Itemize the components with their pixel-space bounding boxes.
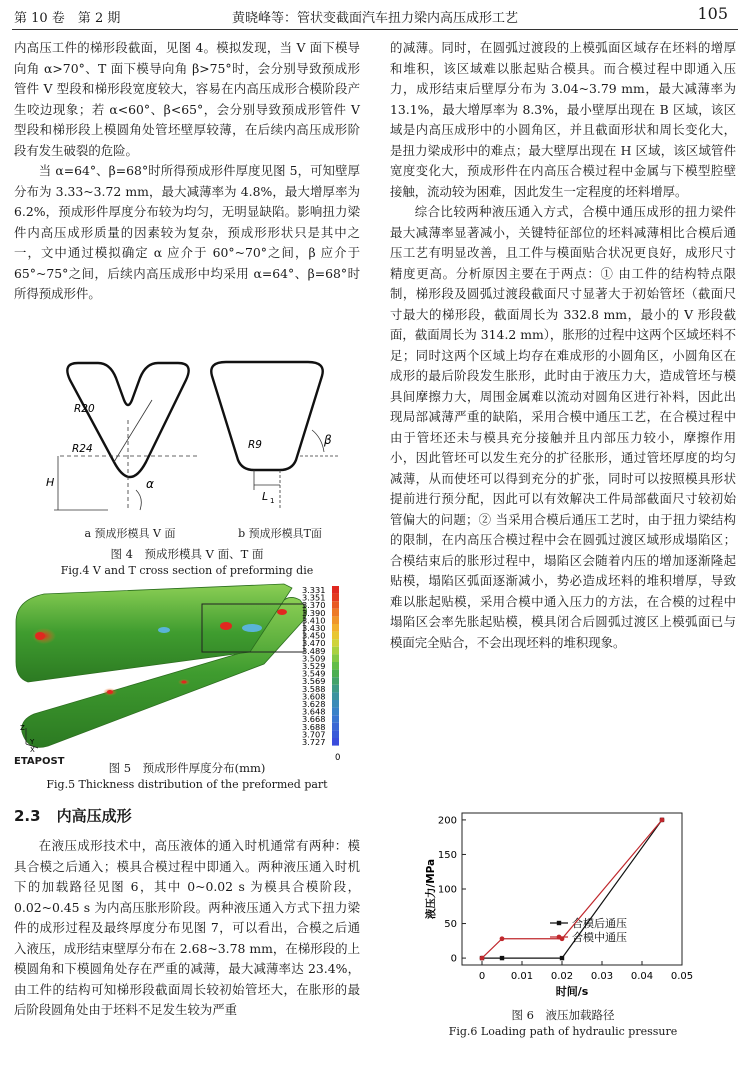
data-point <box>500 956 504 960</box>
label-r20: R20 <box>74 403 95 415</box>
legend-swatch <box>332 715 339 723</box>
legend-label: 3.688 <box>302 721 326 732</box>
legend-swatch <box>332 677 339 685</box>
legend-label: 3.430 <box>302 623 326 633</box>
legend-swatch <box>332 594 339 602</box>
legend-swatch <box>332 723 339 731</box>
svg-text:1: 1 <box>270 497 275 505</box>
left-column-top <box>14 38 360 305</box>
x-axis-label: 时间/s <box>555 985 589 998</box>
legend-label: 3.529 <box>302 661 326 671</box>
x-tick-label: 0.04 <box>630 971 654 982</box>
legend-marker <box>557 935 562 940</box>
legend-label: 3.549 <box>302 668 326 679</box>
figure-6-caption-cn: 图 6 液压加载路径 <box>511 1008 615 1022</box>
data-point <box>660 818 665 823</box>
software-label: ETAPOST <box>14 756 65 767</box>
legend-label: 3.390 <box>302 607 326 618</box>
legend-label: 3.370 <box>302 600 326 611</box>
page-header <box>0 0 750 36</box>
y-tick-label: 0 <box>450 953 457 965</box>
legend-swatch <box>332 738 339 746</box>
x-tick-label: 0.02 <box>550 971 574 982</box>
legend-label: 3.668 <box>302 714 326 725</box>
legend-swatch <box>332 616 339 624</box>
paragraph: 的减薄。同时，在圆弧过渡段的上模弧面区域存在坯料的增厚和堆积，该区域难以胀起贴合模具。而合模过程中即通入压力，成形结束后壁厚分布为 3.04~3.79 mm，最大减薄率为 13.1%，最大增厚率为 8.3%，最小壁厚出现在 B 区域，该区域是内高压成形中的小圆角区，并且截面形状和周长变化大，是扭力梁成形中的难点；最大壁厚出现在 H 区域，该区域管件宽度变化大，预成形件在内高压合模过程中金属与下模型腔壁接触，流动较为困难，因此发生一定程度的坯料增厚。 <box>390 40 736 199</box>
data-point <box>500 936 505 941</box>
legend-swatch <box>332 670 339 678</box>
legend-label: 3.707 <box>302 729 326 740</box>
legend-swatch <box>332 700 339 708</box>
legend-label: 3.727 <box>302 737 326 747</box>
legend-swatch <box>332 632 339 640</box>
legend-label: 3.470 <box>302 638 326 649</box>
label-r9: R9 <box>248 439 262 451</box>
legend-label: 3.410 <box>302 615 326 626</box>
legend-label: 3.648 <box>302 706 326 717</box>
legend-swatch <box>332 647 339 655</box>
label-beta: β <box>324 433 332 447</box>
label-r24: R24 <box>72 443 93 455</box>
legend-label: 3.509 <box>302 653 326 664</box>
legend-marker <box>557 921 561 925</box>
figure-4-caption-cn: 图 4 预成形模具 V 面、T 面 <box>110 547 264 561</box>
legend-swatch <box>332 654 339 662</box>
paragraph: 当 α=64°、β=68°时所得预成形件厚度见图 5，可知壁厚分布为 3.33~3.72 mm，最大减薄率为 4.8%，最大增厚率为 6.2%，预成形件厚度分布较为均匀，无明显缺陷。影响扭力梁件内高压成形质量的因素较为复杂，预成形形状只是其中之一，文中通过模拟确定 α 应介于 60°~70°之间，β 应介于 65°~75°之间，后续内高压成形中均采用 α=64°、β=68°时所得预成形件。 <box>14 163 360 301</box>
legend-swatch <box>332 708 339 716</box>
legend-swatch <box>332 586 339 594</box>
legend-label: 3.569 <box>302 676 326 687</box>
x-tick-label: 0.05 <box>670 971 694 982</box>
right-column-top <box>390 38 736 653</box>
legend-swatch <box>332 639 339 647</box>
legend-swatch <box>332 662 339 670</box>
figure-4-die-sections <box>40 360 350 518</box>
paragraph: 内高压工件的梯形段截面，见图 4。模拟发现，当 V 面下模导向角 α>70°、T 面下模导向角 β>75°时，会分别导致预成形管件 V 型段和梯形段宽度较大，容易在内高压成形合模阶段产生咬边现象；若 α<60°、β<65°，会分别导致预成形管件 V 型段和梯形段上模圆角处管坯壁厚较薄，在后续内高压成形阶段有发生破裂的危险。 <box>14 40 360 158</box>
legend-label: 合模后通压 <box>572 917 627 930</box>
legend-label: 3.331 <box>302 585 326 595</box>
running-title: 黄晓峰等：管状变截面汽车扭力梁内高压成形工艺 <box>231 11 518 26</box>
paragraph: 综合比较两种液压通入方式，合模中通压成形的扭力梁件最大减薄率显著减小，关键特征部位的坯料减薄相比合模后通压工艺有明显改善，且工件与模面贴合状况更良好，成形尺寸精度更高。分析原因主要在于两点：① 由工件的结构特点限制，梯形段及圆弧过渡段截面尺寸显著大于初始管坯（截面尺寸最大的梯形段，截面周长为 332.8 mm，最小的 V 形段截面，截面周长为 314.2 mm），胀形的过程中这两个区域坯料不足；同时这两个区域上均存在难成形的小圆角区，小圆角区在成形的最后阶段发生胀形，此时由于液压力大，造成管坯与模具间摩擦力大，周围金属难以流动对圆角区进行补料，因此出现局部减薄严重的缺陷，采用合模中通压工艺，在合模过程中由于管坯还未与模具充分接触并且内部压力较小，摩擦作用小，因此管坯可以发生充分的扩径胀形，通过管坯厚度的均匀减薄，从而使坯可以得到充分的扩张，同时可以按照模具形状提前进行预分配，因此可以有效解决工件局部截面尺寸较初始管偏大的问题；② 当采用合模后通压工艺时，由于扭力梁结构的限制，在内高压合模过程中会在圆弧过渡区域形成塌陷区；合模结束后的胀形过程中，塌陷区会随着内压的增加逐渐隆起贴模，塌陷区弧面逐渐减小，势必造成坯料的堆积增厚，导致难以胀起贴模，采用合模中通入压力的方法，在合模的过程中塌陷区会率先胀起贴模，模具闭合后圆弧过渡区上模弧面已与模面完全贴合，不会出现坯料的堆积现象。 <box>390 204 736 650</box>
figure-6-loading-chart <box>400 805 700 1005</box>
x-tick-label: 0 <box>478 971 486 982</box>
label-l1: L <box>262 490 269 503</box>
label-alpha: α <box>146 477 154 491</box>
svg-text:Z: Z <box>20 724 25 732</box>
svg-text:X: X <box>30 746 35 754</box>
data-point <box>480 956 485 961</box>
legend-swatch <box>332 609 339 617</box>
legend-label: 3.489 <box>302 645 326 656</box>
figure-5-caption-en: Fig.5 Thickness distribution of the preformed part <box>46 778 328 791</box>
y-tick-label: 50 <box>444 919 457 931</box>
figure-6-caption-en: Fig.6 Loading path of hydraulic pressure <box>448 1025 678 1038</box>
data-point <box>560 956 564 960</box>
legend-swatch <box>332 685 339 693</box>
legend-swatch <box>332 730 339 738</box>
legend-label: 3.351 <box>302 592 326 603</box>
x-tick-label: 0.03 <box>590 971 614 982</box>
legend-label: 3.450 <box>302 630 326 641</box>
page-number: 105 <box>697 4 728 23</box>
x-tick-label: 0.01 <box>510 971 534 982</box>
figure-5-caption-cn: 图 5 预成形件厚度分布(mm) <box>108 761 266 775</box>
y-tick-label: 200 <box>437 815 457 827</box>
left-column-bottom <box>14 836 360 1021</box>
legend-bottom-label: 0 <box>335 753 341 760</box>
journal-volume: 第 10 卷 第 2 期 <box>14 11 121 26</box>
figure-5-thickness-plot <box>14 582 360 760</box>
legend-swatch <box>332 692 339 700</box>
svg-text:Y: Y <box>30 738 35 746</box>
y-tick-label: 100 <box>437 884 457 896</box>
section-number: 2.3 <box>14 807 41 825</box>
figure-4b-label: b 预成形模具T面 <box>238 527 322 540</box>
header-rule <box>12 29 738 30</box>
section-title: 内高压成形 <box>56 807 132 825</box>
legend-label: 合模中通压 <box>572 931 627 944</box>
figure-4-caption-en: Fig.4 V and T cross section of preforming die <box>60 564 314 577</box>
thickness-color-legend <box>302 585 339 747</box>
label-h: H <box>46 476 55 489</box>
legend-label: 3.608 <box>302 691 326 702</box>
legend-label: 3.628 <box>302 699 326 709</box>
legend-label: 3.588 <box>302 683 326 694</box>
y-axis-label: 液压力/MPa <box>425 858 437 920</box>
legend-swatch <box>332 601 339 609</box>
paragraph: 在液压成形技术中，高压液体的通入时机通常有两种：模具合模之后通入；模具合模过程中即通入。两种液压通入时机下的加载路径见图 6，其中 0~0.02 s 为模具合模阶段，0.02~0.45 s 为内高压胀形阶段。两种液压通入方式下扭力梁件的成形过程及最终厚度分布见图 7，可以看出，合模之后通入液压，成形结束壁厚分布在 2.68~3.78 mm，在梯形段的上模圆角和下模圆角处存在严重的减薄，最大减薄率达 23.4%，由工件的结构可知梯形段截面周长较初始管坯大，在胀形的最后阶段圆角处由于坯料不足发生较为严重 <box>14 838 360 1017</box>
legend-swatch <box>332 624 339 632</box>
figure-4b-t-face <box>211 362 322 470</box>
figure-4a-label: a 预成形模具 V 面 <box>84 527 176 540</box>
section-heading <box>14 805 132 826</box>
y-tick-label: 150 <box>437 849 457 861</box>
